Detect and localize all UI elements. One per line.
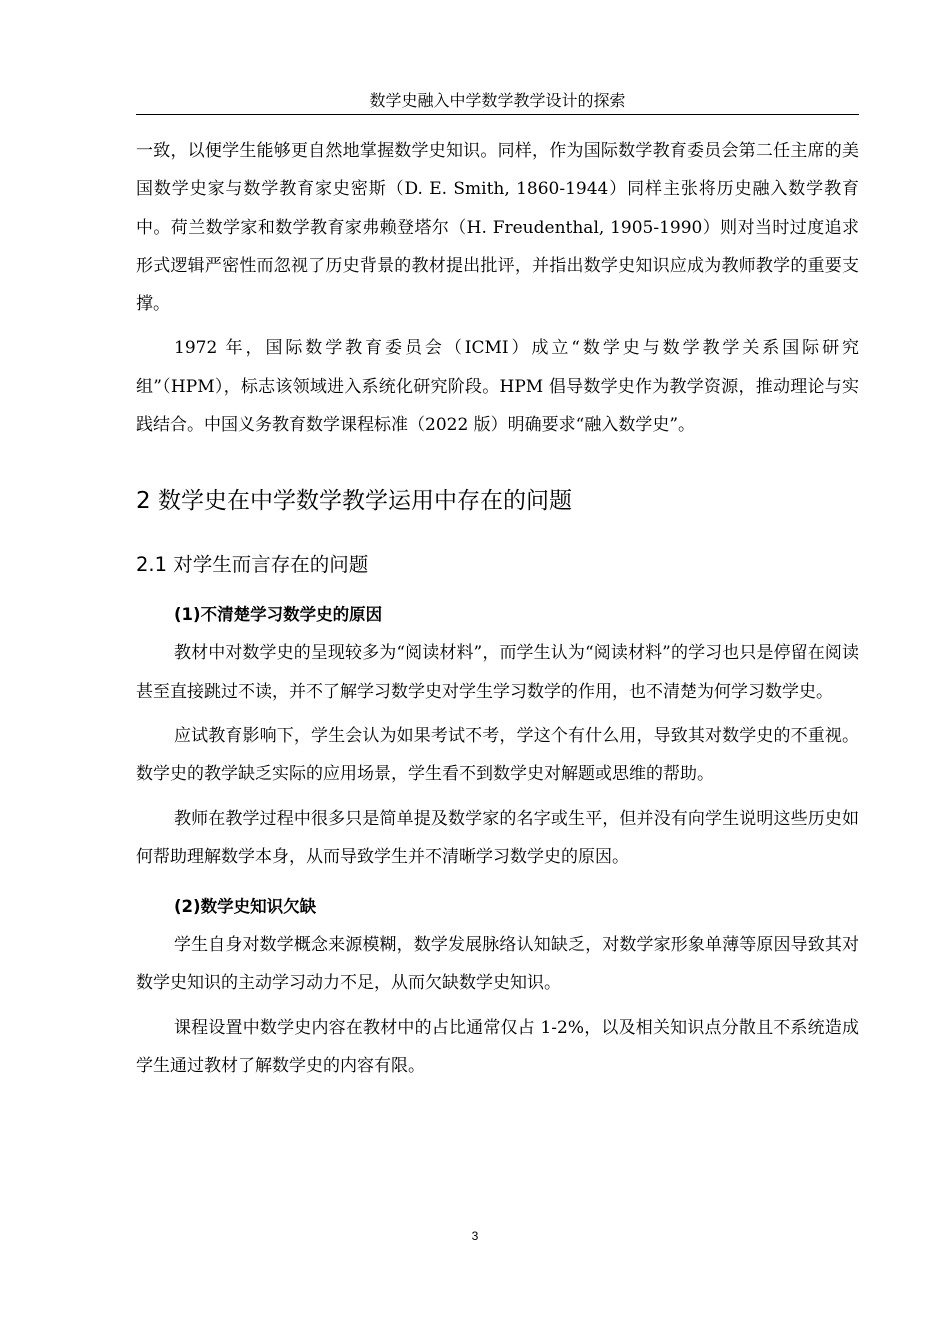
body-paragraph: 一致，以便学生能够更自然地掌握数学史知识。同样，作为国际数学教育委员会第二任主席的美国数学史家与数学教育家史密斯（D. E. Smith, 1860-1944）同样主张将历史融入数学教育中。荷兰数学家和数学教育家弗赖登塔尔（H. Freudenthal, 1905-1990）则对当时过度追求形式逻辑严密性而忽视了历史背景的教材提出批评，并指出数学史知识应成为教师教学的重要支撑。 [136, 141, 859, 315]
subsection-heading: 2.1 对学生而言存在的问题 [136, 553, 369, 577]
body-paragraph: 学生自身对数学概念来源模糊，数学发展脉络认知缺乏，对数学家形象单薄等原因导致其对数学史知识的主动学习动力不足，从而欠缺数学史知识。 [136, 935, 859, 994]
body-paragraph: 应试教育影响下，学生会认为如果考试不考，学这个有什么用，导致其对数学史的不重视。数学史的教学缺乏实际的应用场景，学生看不到数学史对解题或思维的帮助。 [136, 725, 859, 785]
running-header-title: 数学史融入中学数学教学设计的探索 [369, 91, 626, 110]
point-heading: (1)不清楚学习数学史的原因 [174, 605, 383, 625]
page-number: 3 [471, 1229, 479, 1243]
body-paragraph: 教师在教学过程中很多只是简单提及数学家的名字或生平，但并没有向学生说明这些历史如何帮助理解数学本身，从而导致学生并不清晰学习数学史的原因。 [136, 808, 859, 867]
page-body [136, 132, 859, 1091]
header-divider [136, 114, 859, 115]
section-heading: 2 数学史在中学数学教学运用中存在的问题 [136, 488, 572, 515]
point-heading: (2)数学史知识欠缺 [174, 897, 317, 917]
body-paragraph: 课程设置中数学史内容在教材中的占比通常仅占 1-2%，以及相关知识点分散且不系统造成学生通过教材了解数学史的内容有限。 [136, 1017, 859, 1077]
body-paragraph: 1972 年，国际数学教育委员会（ICMI）成立“数学史与数学教学关系国际研究组”（HPM），标志该领域进入系统化研究阶段。HPM 倡导数学史作为教学资源，推动理论与实践结合。中国义务教育数学课程标准（2022 版）明确要求“融入数学史”。 [136, 338, 859, 436]
body-paragraph: 教材中对数学史的呈现较多为“阅读材料”，而学生认为“阅读材料”的学习也只是停留在阅读甚至直接跳过不读，并不了解学习数学史对学生学习数学的作用，也不清楚为何学习数学史。 [136, 643, 859, 702]
